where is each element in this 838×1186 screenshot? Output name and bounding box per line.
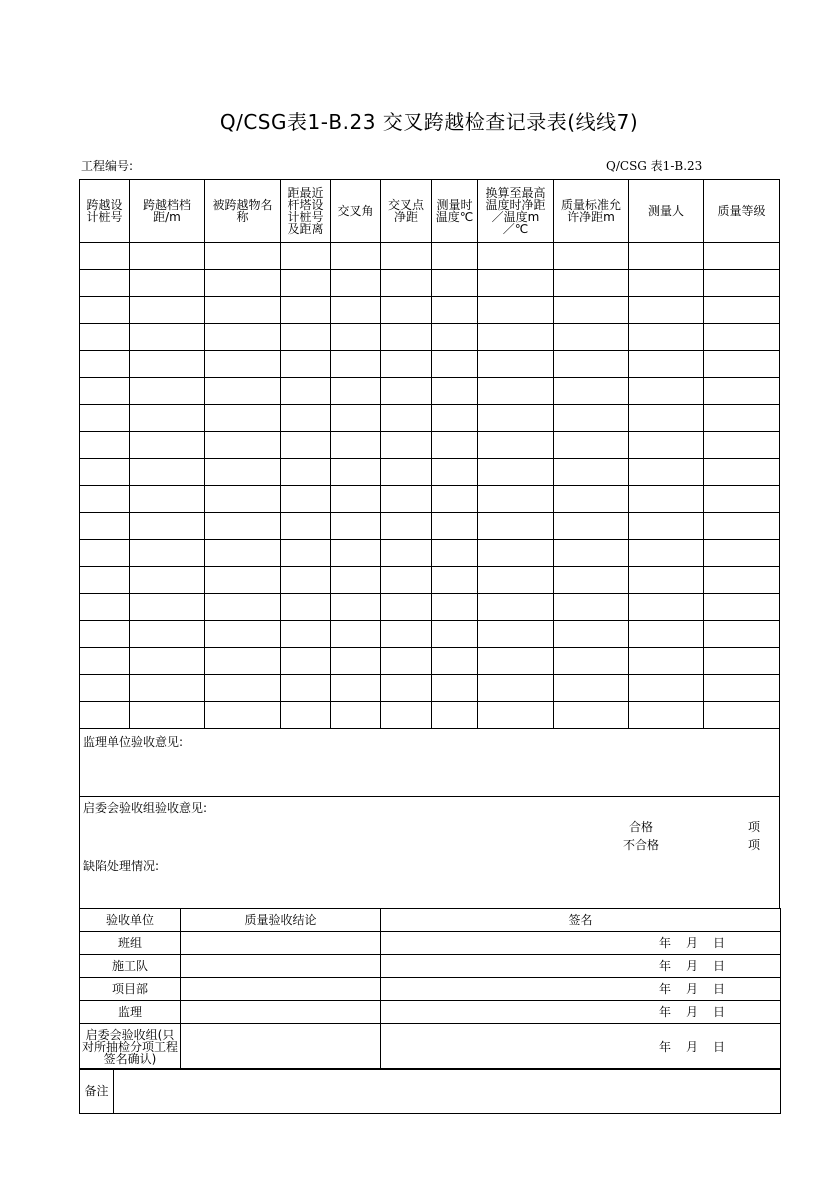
signature-date-field[interactable] — [381, 1024, 781, 1070]
date-day-label: 日 — [713, 1039, 726, 1054]
remark-label: 备注 — [80, 1069, 114, 1114]
table-cell[interactable] — [478, 486, 554, 513]
table-row — [80, 567, 780, 594]
table-cell[interactable] — [331, 351, 381, 378]
table-cell[interactable] — [381, 513, 432, 540]
table-cell[interactable] — [331, 324, 381, 351]
sign-row — [80, 932, 781, 955]
table-cell[interactable] — [331, 378, 381, 405]
table-cell[interactable] — [432, 297, 478, 324]
table-cell[interactable] — [80, 459, 130, 486]
table-cell[interactable] — [554, 324, 629, 351]
table-cell[interactable] — [381, 405, 432, 432]
unit-name: 施工队 — [80, 955, 181, 978]
sign-header-row — [80, 909, 781, 932]
table-cell[interactable] — [80, 621, 130, 648]
table-cell[interactable] — [381, 621, 432, 648]
table-cell[interactable] — [331, 243, 381, 270]
table-row — [80, 540, 780, 567]
table-cell[interactable] — [130, 405, 205, 432]
table-cell[interactable] — [629, 648, 704, 675]
table-cell[interactable] — [478, 297, 554, 324]
table-cell[interactable] — [629, 567, 704, 594]
table-cell[interactable] — [281, 621, 331, 648]
table-cell[interactable] — [629, 702, 704, 729]
table-cell[interactable] — [432, 324, 478, 351]
table-cell[interactable] — [205, 702, 281, 729]
table-cell[interactable] — [281, 351, 331, 378]
column-header: 测量时温度℃ — [432, 180, 478, 243]
table-cell[interactable] — [629, 675, 704, 702]
table-cell[interactable] — [704, 270, 780, 297]
header-unit: 验收单位 — [80, 909, 181, 932]
date-month-label: 月 — [686, 982, 699, 996]
table-cell[interactable] — [205, 621, 281, 648]
table-cell[interactable] — [629, 621, 704, 648]
table-cell[interactable] — [704, 378, 780, 405]
table-cell[interactable] — [432, 432, 478, 459]
table-cell[interactable] — [205, 432, 281, 459]
form-code: Q/CSG 表1-B.23 — [606, 159, 703, 173]
table-cell[interactable] — [704, 459, 780, 486]
table-cell[interactable] — [629, 270, 704, 297]
table-cell[interactable] — [80, 594, 130, 621]
table-cell[interactable] — [629, 486, 704, 513]
table-cell[interactable] — [381, 648, 432, 675]
table-cell[interactable] — [381, 567, 432, 594]
table-row — [80, 324, 780, 351]
table-cell[interactable] — [432, 243, 478, 270]
table-cell[interactable] — [205, 486, 281, 513]
column-header: 跨越设计桩号 — [80, 180, 130, 243]
fail-unit: 项 — [748, 838, 761, 852]
table-cell[interactable] — [80, 351, 130, 378]
table-cell[interactable] — [331, 702, 381, 729]
table-cell[interactable] — [331, 594, 381, 621]
table-cell[interactable] — [478, 675, 554, 702]
table-cell[interactable] — [205, 540, 281, 567]
table-row — [80, 486, 780, 513]
conclusion-field[interactable] — [181, 955, 381, 978]
table-cell[interactable] — [554, 594, 629, 621]
table-cell[interactable] — [554, 648, 629, 675]
table-cell[interactable] — [80, 513, 130, 540]
defect-label: 缺陷处理情况: — [83, 859, 160, 873]
table-cell[interactable] — [704, 351, 780, 378]
table-cell[interactable] — [281, 405, 331, 432]
table-cell[interactable] — [281, 297, 331, 324]
table-cell[interactable] — [432, 378, 478, 405]
table-cell[interactable] — [281, 270, 331, 297]
table-cell[interactable] — [432, 594, 478, 621]
table-cell[interactable] — [381, 432, 432, 459]
table-cell[interactable] — [554, 567, 629, 594]
table-cell[interactable] — [205, 297, 281, 324]
signature-date-field[interactable] — [381, 1001, 781, 1024]
table-cell[interactable] — [432, 540, 478, 567]
table-cell[interactable] — [432, 351, 478, 378]
table-cell[interactable] — [281, 540, 331, 567]
table-cell[interactable] — [381, 675, 432, 702]
table-cell[interactable] — [704, 648, 780, 675]
header-signature: 签名 — [381, 909, 781, 932]
table-cell[interactable] — [432, 648, 478, 675]
table-cell[interactable] — [80, 378, 130, 405]
table-cell[interactable] — [704, 621, 780, 648]
date-day-label: 日 — [713, 936, 726, 950]
signature-date-field[interactable] — [381, 955, 781, 978]
table-cell[interactable] — [381, 351, 432, 378]
table-row — [80, 513, 780, 540]
table-cell[interactable] — [80, 567, 130, 594]
table-cell[interactable] — [130, 621, 205, 648]
conclusion-field[interactable] — [181, 932, 381, 955]
table-cell[interactable] — [432, 675, 478, 702]
table-cell[interactable] — [281, 513, 331, 540]
signature-date-field[interactable] — [381, 978, 781, 1001]
date-day-label: 日 — [713, 982, 726, 996]
sign-row — [80, 955, 781, 978]
table-cell[interactable] — [554, 243, 629, 270]
table-cell[interactable] — [478, 378, 554, 405]
table-cell[interactable] — [130, 378, 205, 405]
date-month-label: 月 — [686, 959, 699, 973]
table-cell[interactable] — [130, 486, 205, 513]
table-cell[interactable] — [205, 324, 281, 351]
table-cell[interactable] — [478, 270, 554, 297]
sign-off-table — [79, 908, 781, 1070]
table-cell[interactable] — [381, 243, 432, 270]
table-cell[interactable] — [331, 675, 381, 702]
pass-label: 合格 — [629, 820, 654, 834]
table-cell[interactable] — [704, 324, 780, 351]
table-cell[interactable] — [130, 297, 205, 324]
table-cell[interactable] — [478, 702, 554, 729]
table-cell[interactable] — [80, 405, 130, 432]
date-year-label: 年 — [659, 936, 672, 950]
unit-name: 启委会验收组(只对所抽检分项工程签名确认) — [80, 1024, 181, 1070]
table-cell[interactable] — [704, 297, 780, 324]
date-month-label: 月 — [686, 1039, 699, 1054]
table-cell[interactable] — [478, 459, 554, 486]
table-cell[interactable] — [381, 378, 432, 405]
date-year-label: 年 — [659, 1005, 672, 1019]
supervisor-opinion-label: 监理单位验收意见: — [83, 735, 184, 749]
table-row — [80, 648, 780, 675]
table-cell[interactable] — [478, 621, 554, 648]
table-cell[interactable] — [80, 540, 130, 567]
table-cell[interactable] — [331, 513, 381, 540]
date-year-label: 年 — [659, 982, 672, 996]
table-cell[interactable] — [130, 540, 205, 567]
table-cell[interactable] — [704, 540, 780, 567]
table-cell[interactable] — [130, 243, 205, 270]
table-cell[interactable] — [381, 324, 432, 351]
table-cell[interactable] — [554, 351, 629, 378]
table-cell[interactable] — [629, 243, 704, 270]
table-cell[interactable] — [205, 675, 281, 702]
date-day-label: 日 — [713, 1005, 726, 1019]
committee-opinion-label: 启委会验收组验收意见: — [83, 801, 208, 815]
column-header: 被跨越物名称 — [205, 180, 281, 243]
table-cell[interactable] — [704, 513, 780, 540]
column-header: 质量等级 — [704, 180, 780, 243]
table-cell[interactable] — [381, 459, 432, 486]
table-row — [80, 405, 780, 432]
table-cell[interactable] — [205, 594, 281, 621]
remark-table — [79, 1068, 781, 1114]
supervisor-opinion-cell[interactable] — [80, 729, 780, 797]
table-cell[interactable] — [80, 432, 130, 459]
table-cell[interactable] — [331, 567, 381, 594]
table-cell[interactable] — [629, 297, 704, 324]
table-cell[interactable] — [629, 378, 704, 405]
table-cell[interactable] — [478, 594, 554, 621]
table-cell[interactable] — [432, 486, 478, 513]
table-cell[interactable] — [331, 621, 381, 648]
column-header: 质量标准允许净距m — [554, 180, 629, 243]
table-cell[interactable] — [281, 243, 331, 270]
table-cell[interactable] — [478, 351, 554, 378]
table-cell[interactable] — [205, 378, 281, 405]
conclusion-field[interactable] — [181, 978, 381, 1001]
table-row — [80, 351, 780, 378]
form-title: Q/CSG表1-B.23 交叉跨越检查记录表(线线7) — [219, 110, 639, 134]
table-cell[interactable] — [80, 486, 130, 513]
table-cell[interactable] — [205, 567, 281, 594]
column-header: 换算至最高温度时净距／温度m／℃ — [478, 180, 554, 243]
table-cell[interactable] — [432, 459, 478, 486]
table-cell[interactable] — [281, 459, 331, 486]
table-cell[interactable] — [130, 270, 205, 297]
table-cell[interactable] — [478, 324, 554, 351]
column-header: 交叉角 — [331, 180, 381, 243]
table-cell[interactable] — [381, 594, 432, 621]
table-cell[interactable] — [478, 567, 554, 594]
sign-row — [80, 1024, 781, 1070]
column-header: 测量人 — [629, 180, 704, 243]
table-cell[interactable] — [130, 432, 205, 459]
table-cell[interactable] — [432, 270, 478, 297]
sign-row — [80, 978, 781, 1001]
table-row — [80, 621, 780, 648]
crossing-record-table — [79, 179, 780, 729]
table-cell[interactable] — [281, 648, 331, 675]
table-cell[interactable] — [281, 675, 331, 702]
table-cell[interactable] — [478, 648, 554, 675]
table-cell[interactable] — [281, 486, 331, 513]
table-cell[interactable] — [331, 486, 381, 513]
table-cell[interactable] — [331, 540, 381, 567]
remark-field[interactable] — [114, 1069, 781, 1114]
table-cell[interactable] — [432, 567, 478, 594]
table-cell[interactable] — [704, 243, 780, 270]
table-cell[interactable] — [130, 702, 205, 729]
date-month-label: 月 — [686, 1005, 699, 1019]
fail-label: 不合格 — [623, 838, 660, 852]
conclusion-field[interactable] — [181, 1024, 381, 1070]
table-row — [80, 459, 780, 486]
project-number-label: 工程编号: — [81, 159, 134, 173]
table-cell[interactable] — [281, 378, 331, 405]
table-cell[interactable] — [130, 324, 205, 351]
table-row — [80, 243, 780, 270]
table-cell[interactable] — [381, 270, 432, 297]
date-year-label: 年 — [659, 1039, 672, 1054]
table-cell[interactable] — [80, 270, 130, 297]
unit-name: 项目部 — [80, 978, 181, 1001]
table-cell[interactable] — [704, 486, 780, 513]
table-cell[interactable] — [704, 567, 780, 594]
table-cell[interactable] — [281, 567, 331, 594]
table-cell[interactable] — [130, 513, 205, 540]
table-cell[interactable] — [281, 324, 331, 351]
table-cell[interactable] — [130, 567, 205, 594]
signature-date-field[interactable] — [381, 932, 781, 955]
table-cell[interactable] — [331, 297, 381, 324]
table-row — [80, 270, 780, 297]
table-cell[interactable] — [205, 351, 281, 378]
table-cell[interactable] — [629, 513, 704, 540]
table-cell[interactable] — [130, 351, 205, 378]
table-cell[interactable] — [554, 378, 629, 405]
date-month-label: 月 — [686, 936, 699, 950]
table-cell[interactable] — [554, 513, 629, 540]
table-cell[interactable] — [629, 459, 704, 486]
table-cell[interactable] — [704, 594, 780, 621]
table-cell[interactable] — [331, 459, 381, 486]
table-cell[interactable] — [205, 513, 281, 540]
table-cell[interactable] — [281, 702, 331, 729]
table-cell[interactable] — [381, 540, 432, 567]
table-cell[interactable] — [629, 405, 704, 432]
table-cell[interactable] — [331, 270, 381, 297]
table-cell[interactable] — [629, 324, 704, 351]
header-conclusion: 质量验收结论 — [181, 909, 381, 932]
table-cell[interactable] — [205, 648, 281, 675]
table-row — [80, 594, 780, 621]
table-cell[interactable] — [130, 594, 205, 621]
opinions-table — [79, 728, 780, 909]
table-cell[interactable] — [432, 702, 478, 729]
table-cell[interactable] — [629, 594, 704, 621]
table-header-row — [80, 180, 780, 243]
table-cell[interactable] — [554, 459, 629, 486]
table-cell[interactable] — [331, 648, 381, 675]
table-row — [80, 675, 780, 702]
committee-opinion-cell[interactable] — [80, 797, 780, 909]
table-cell[interactable] — [80, 648, 130, 675]
table-cell[interactable] — [205, 243, 281, 270]
table-cell[interactable] — [629, 540, 704, 567]
table-cell[interactable] — [80, 702, 130, 729]
table-cell[interactable] — [554, 297, 629, 324]
table-cell[interactable] — [281, 432, 331, 459]
table-cell[interactable] — [704, 675, 780, 702]
table-cell[interactable] — [381, 486, 432, 513]
column-header: 距最近杆塔设计桩号及距离 — [281, 180, 331, 243]
table-cell[interactable] — [432, 621, 478, 648]
table-cell[interactable] — [629, 351, 704, 378]
table-cell[interactable] — [554, 540, 629, 567]
table-cell[interactable] — [554, 486, 629, 513]
table-cell[interactable] — [554, 675, 629, 702]
table-cell[interactable] — [381, 297, 432, 324]
table-cell[interactable] — [554, 405, 629, 432]
table-cell[interactable] — [554, 270, 629, 297]
table-cell[interactable] — [381, 702, 432, 729]
table-cell[interactable] — [80, 243, 130, 270]
table-row — [80, 378, 780, 405]
sign-row — [80, 1001, 781, 1024]
column-header: 交叉点净距 — [381, 180, 432, 243]
table-cell[interactable] — [704, 702, 780, 729]
table-cell[interactable] — [554, 702, 629, 729]
table-cell[interactable] — [478, 513, 554, 540]
table-cell[interactable] — [80, 297, 130, 324]
table-cell[interactable] — [629, 432, 704, 459]
table-cell[interactable] — [554, 621, 629, 648]
table-cell[interactable] — [281, 594, 331, 621]
table-cell[interactable] — [331, 432, 381, 459]
table-row — [80, 702, 780, 729]
table-cell[interactable] — [130, 459, 205, 486]
table-cell[interactable] — [478, 243, 554, 270]
table-cell[interactable] — [205, 405, 281, 432]
table-row — [80, 297, 780, 324]
table-cell[interactable] — [704, 432, 780, 459]
table-cell[interactable] — [478, 432, 554, 459]
table-row — [80, 432, 780, 459]
table-cell[interactable] — [80, 324, 130, 351]
unit-name: 班组 — [80, 932, 181, 955]
table-cell[interactable] — [331, 405, 381, 432]
column-header: 跨越档档距/m — [130, 180, 205, 243]
table-cell[interactable] — [205, 459, 281, 486]
table-cell[interactable] — [554, 432, 629, 459]
unit-name: 监理 — [80, 1001, 181, 1024]
table-cell[interactable] — [704, 405, 780, 432]
table-cell[interactable] — [478, 405, 554, 432]
pass-unit: 项 — [748, 820, 761, 834]
table-cell[interactable] — [130, 648, 205, 675]
table-cell[interactable] — [478, 540, 554, 567]
date-year-label: 年 — [659, 959, 672, 973]
date-day-label: 日 — [713, 959, 726, 973]
table-cell[interactable] — [432, 405, 478, 432]
table-cell[interactable] — [130, 675, 205, 702]
conclusion-field[interactable] — [181, 1001, 381, 1024]
table-cell[interactable] — [205, 270, 281, 297]
table-cell[interactable] — [80, 675, 130, 702]
table-cell[interactable] — [432, 513, 478, 540]
